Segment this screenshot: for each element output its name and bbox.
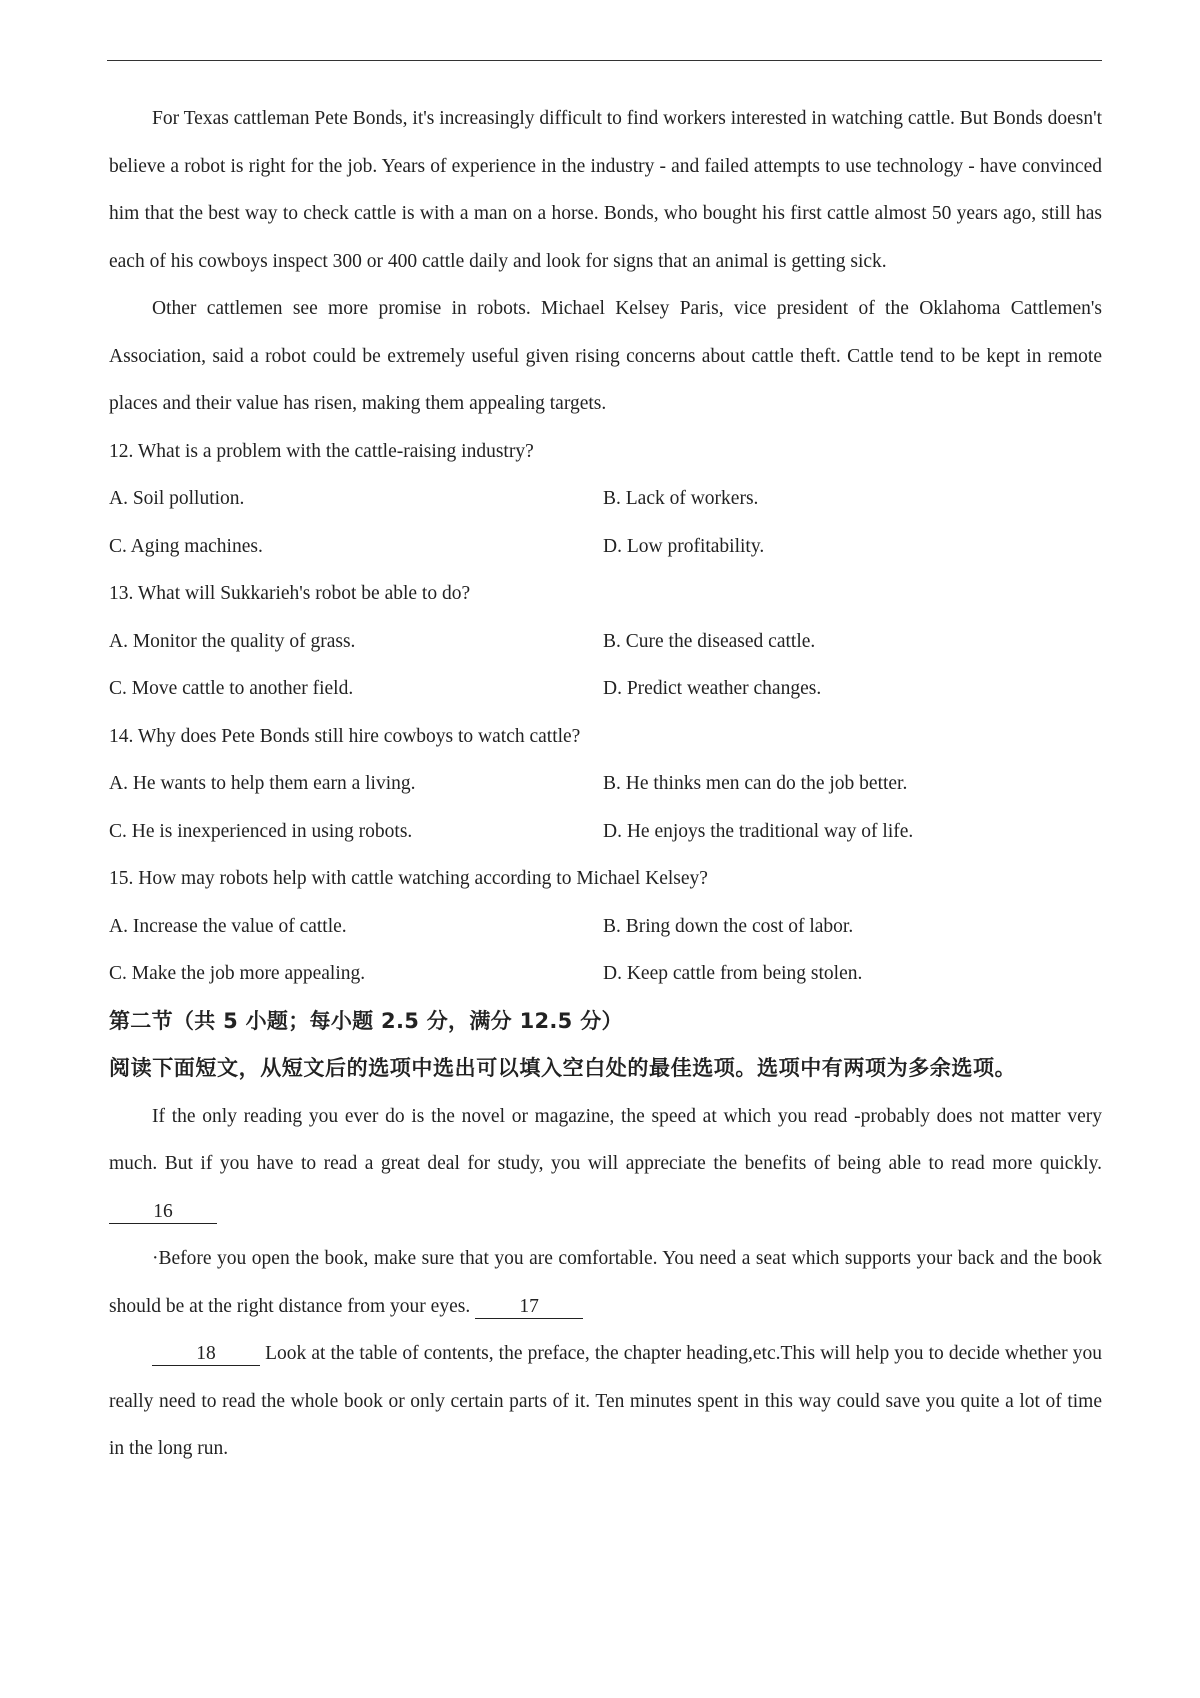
option-a: A. Monitor the quality of grass. — [109, 630, 356, 652]
passage-a-paragraph-1: For Texas cattleman Pete Bonds, it's increasingly difficult to find workers interested in watching cattle. But Bonds doesn't believe a robot is right for the job. Years of experience in the industry - and failed attempts to use technology - have convinced him that the best way to check cattle is with a man on a horse. Bonds, who bought his first cattle almost 50 years ago, still has each of his cowboys inspect 300 or 400 cattle daily and look for signs that an animal is getting sick. — [109, 108, 1102, 272]
options-row — [109, 665, 1102, 713]
options-row — [109, 808, 1102, 856]
section-2-heading: 第二节（共 5 小题；每小题 2.5 分，满分 12.5 分） — [109, 1008, 623, 1033]
paragraph-text: If the only reading you ever do is the novel or magazine, the speed at which you read -probably does not matter very much. But if you have to read a great deal for study, you will appreciate the benefits of being able to read more quickly. — [109, 1105, 1102, 1174]
option-b: B. Bring down the cost of labor. — [603, 915, 854, 937]
option-d: D. Keep cattle from being stolen. — [603, 963, 863, 984]
question-12 — [109, 428, 1102, 571]
option-c: C. He is inexperienced in using robots. — [109, 820, 413, 842]
blank-16: 16 — [109, 1201, 217, 1224]
question-stem: 13. What will Sukkarieh's robot be able to do? — [109, 583, 471, 604]
question-stem: 14. Why does Pete Bonds still hire cowboys to watch cattle? — [109, 725, 581, 747]
question-15 — [109, 855, 1102, 998]
options-row — [109, 760, 1102, 808]
option-a: A. He wants to help them earn a living. — [109, 773, 416, 794]
question-14 — [109, 713, 1102, 856]
option-a: A. Soil pollution. — [109, 488, 245, 509]
header-rule — [107, 60, 1102, 61]
section-2-instruction: 阅读下面短文，从短文后的选项中选出可以填入空白处的最佳选项。选项中有两项为多余选项。 — [109, 1056, 1017, 1080]
option-b: B. He thinks men can do the job better. — [603, 773, 908, 794]
options-row — [109, 618, 1102, 666]
question-stem: 12. What is a problem with the cattle-raising industry? — [109, 440, 534, 462]
passage-b-paragraph-2 — [109, 1235, 1102, 1330]
options-row — [109, 475, 1102, 523]
page-content — [109, 95, 1102, 1473]
option-d: D. He enjoys the traditional way of life. — [603, 820, 914, 842]
paragraph-text: Look at the table of contents, the preface, the chapter heading,etc.This will help you to decide whether you really need to read the whole book or only certain parts of it. Ten minutes spent in this way could save you quite a lot of time in the long run. — [109, 1343, 1102, 1459]
question-stem: 15. How may robots help with cattle watching according to Michael Kelsey? — [109, 868, 708, 889]
option-d: D. Predict weather changes. — [603, 678, 822, 699]
option-c: C. Move cattle to another field. — [109, 678, 354, 699]
passage-b-paragraph-1 — [109, 1093, 1102, 1236]
options-row — [109, 950, 1102, 998]
blank-18: 18 — [152, 1343, 260, 1366]
options-row — [109, 903, 1102, 951]
option-b: B. Lack of workers. — [603, 488, 759, 509]
option-d: D. Low profitability. — [603, 535, 765, 557]
blank-17: 17 — [475, 1296, 583, 1319]
question-13 — [109, 570, 1102, 713]
option-a: A. Increase the value of cattle. — [109, 915, 347, 937]
paragraph-text: ·Before you open the book, make sure that you are comfortable. You need a seat which supports your back and the book should be at the right distance from your eyes. — [109, 1248, 1102, 1317]
option-c: C. Make the job more appealing. — [109, 963, 366, 984]
passage-b-paragraph-3 — [109, 1330, 1102, 1473]
option-b: B. Cure the diseased cattle. — [603, 630, 816, 652]
options-row — [109, 523, 1102, 571]
passage-a-paragraph-2: Other cattlemen see more promise in robots. Michael Kelsey Paris, vice president of the Oklahoma Cattlemen's Association, said a robot could be extremely useful given rising concerns about cattle theft. Cattle tend to be kept in remote places and their value has risen, making them appealing targets. — [109, 298, 1102, 414]
option-c: C. Aging machines. — [109, 535, 263, 557]
